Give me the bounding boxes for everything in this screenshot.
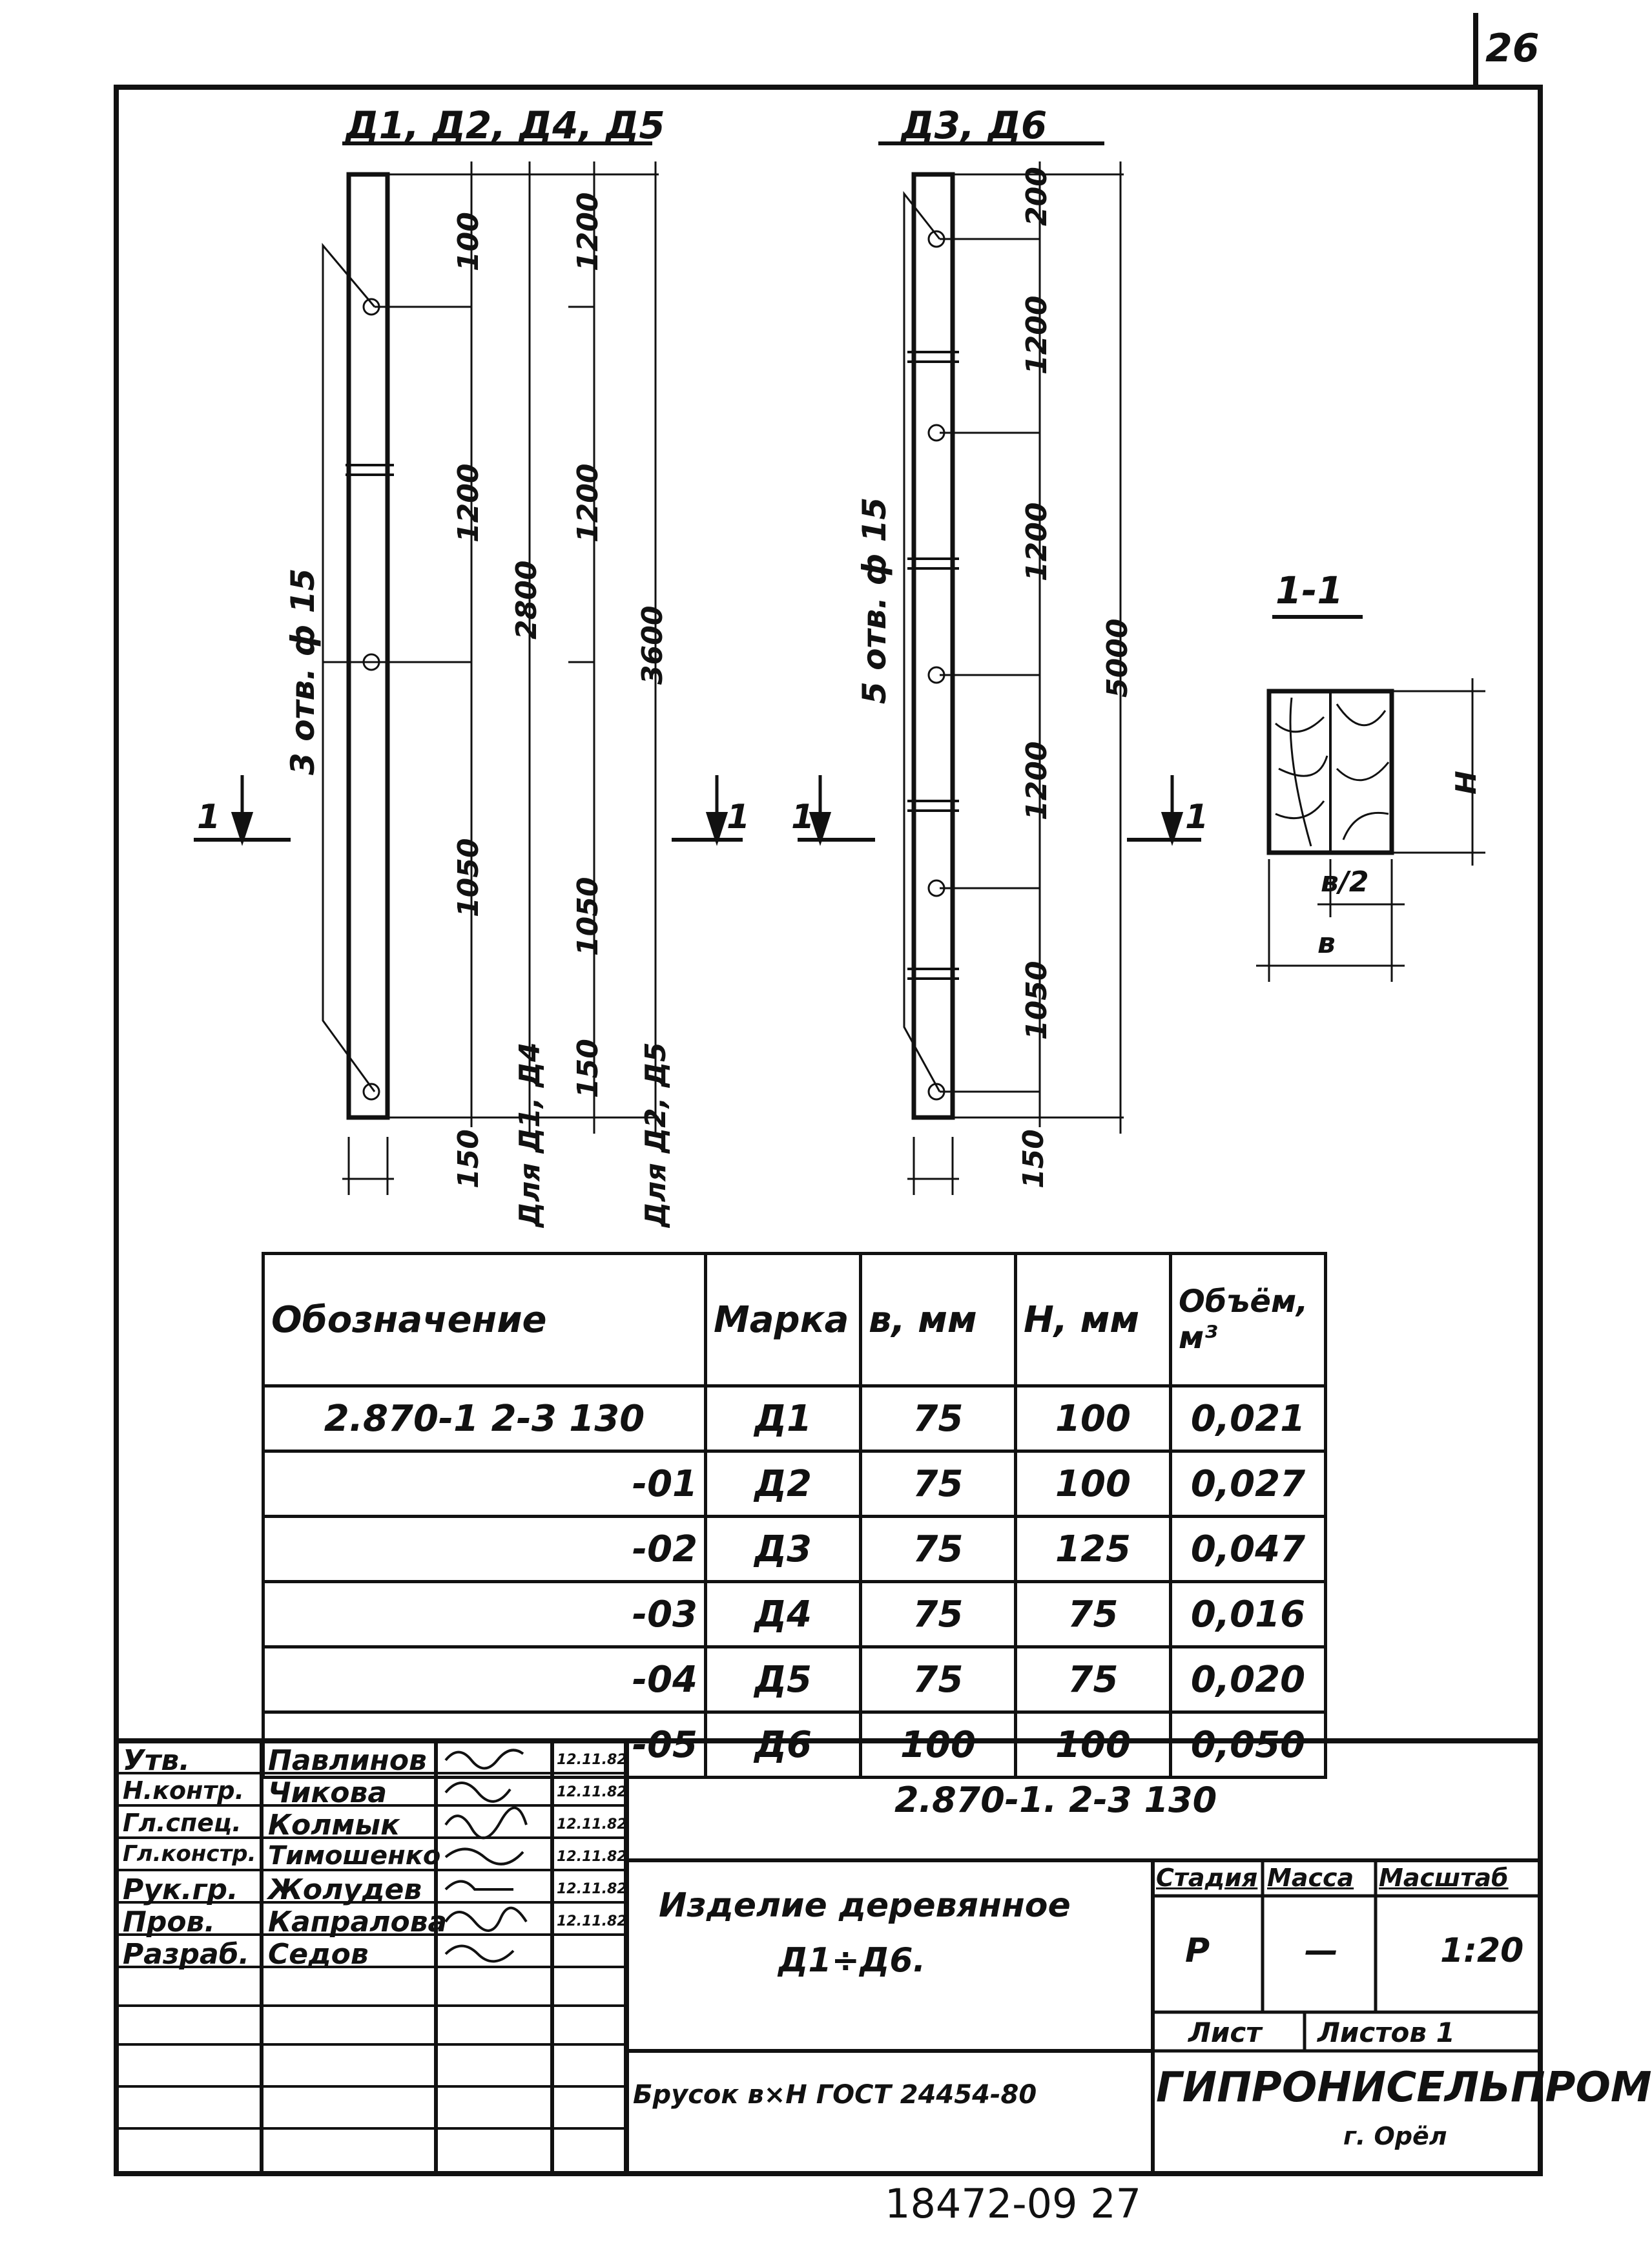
row-h: 100: [1016, 1451, 1171, 1517]
row-b: 75: [861, 1451, 1016, 1517]
right-dim-5: 1050: [1020, 961, 1053, 1040]
material-spec: Брусок в×Н ГОСТ 24454-80: [633, 2080, 1037, 2110]
row-h: 75: [1016, 1582, 1171, 1647]
section-width-label: в: [1317, 927, 1336, 960]
row-designation: -04: [263, 1647, 706, 1712]
stage-header: Стадия: [1156, 1864, 1258, 1892]
staff-role-1: Утв.: [123, 1744, 190, 1777]
row-volume: 0,021: [1171, 1386, 1326, 1451]
left-holes-note: 3 отв. ф 15: [284, 568, 322, 775]
row-mark: Д3: [706, 1517, 861, 1582]
row-b: 75: [861, 1386, 1016, 1451]
row-mark: Д2: [706, 1451, 861, 1517]
scale-header: Масштаб: [1379, 1864, 1509, 1892]
staff-date-3: 12.11.82: [557, 1816, 627, 1833]
right-dim-3: 1200: [1020, 502, 1053, 581]
row-mark: Д5: [706, 1647, 861, 1712]
right-dim-4: 1200: [1020, 741, 1053, 820]
header-b: в, мм: [861, 1254, 1016, 1386]
left-bottom-note-2: Для Д2, Д5: [639, 1042, 672, 1227]
left-dim-c-3: 3600: [636, 605, 669, 685]
header-mark: Марка: [706, 1254, 861, 1386]
item-name-line1: Изделие деревянное: [659, 1886, 1071, 1925]
row-designation: -03: [263, 1582, 706, 1647]
row-designation: -02: [263, 1517, 706, 1582]
row-h: 75: [1016, 1647, 1171, 1712]
staff-name-2: Чикова: [268, 1776, 387, 1809]
row-b: 100: [861, 1712, 1016, 1778]
left-dim-c-1: 1200: [572, 192, 604, 271]
mass-value: —: [1305, 1931, 1338, 1970]
left-dim-c-2: 1200: [572, 463, 604, 543]
staff-name-6: Капралова: [268, 1906, 448, 1939]
cut-label-left-a: 1: [197, 798, 221, 837]
cut-label-right-a: 1: [791, 798, 815, 837]
staff-role-6: Пров.: [123, 1906, 216, 1939]
row-designation: 2.870-1 2-3 130: [263, 1386, 706, 1451]
staff-name-5: Жолудев: [268, 1873, 422, 1906]
organization-name: ГИПРОНИСЕЛЬПРОМ: [1156, 2064, 1652, 2112]
item-name-line2: Д1÷Д6.: [778, 1941, 926, 1980]
left-dim-b-2: 1050: [572, 877, 604, 956]
staff-name-1: Павлинов: [268, 1744, 427, 1777]
staff-role-3: Гл.спец.: [123, 1809, 242, 1837]
row-b: 75: [861, 1647, 1016, 1712]
sheet-label: Лист: [1188, 2017, 1262, 2048]
stage-value: Р: [1185, 1931, 1210, 1970]
row-volume: 0,020: [1171, 1647, 1326, 1712]
organization-city: г. Орёл: [1343, 2122, 1447, 2150]
header-h: Н, мм: [1016, 1254, 1171, 1386]
row-designation: -05: [263, 1712, 706, 1778]
header-volume: Объём, м³: [1171, 1254, 1326, 1386]
left-dim-a-2: 1200: [452, 463, 485, 543]
row-volume: 0,027: [1171, 1451, 1326, 1517]
right-bottom-150: 150: [1017, 1129, 1050, 1189]
left-view-title: Д1, Д2, Д4, Д5: [346, 103, 665, 147]
cut-label-right-b: 1: [1185, 798, 1209, 837]
right-overall-dim: 5000: [1101, 618, 1134, 698]
row-mark: Д4: [706, 1582, 861, 1647]
staff-date-1: 12.11.82: [557, 1752, 627, 1768]
row-designation: -01: [263, 1451, 706, 1517]
staff-role-2: Н.контр.: [123, 1776, 245, 1805]
row-h: 100: [1016, 1712, 1171, 1778]
row-volume: 0,047: [1171, 1517, 1326, 1582]
row-b: 75: [861, 1517, 1016, 1582]
row-b: 75: [861, 1582, 1016, 1647]
right-dim-1: 200: [1020, 167, 1053, 226]
staff-date-5: 12.11.82: [557, 1881, 627, 1897]
archive-number: 18472-09 27: [885, 2180, 1142, 2227]
row-volume: 0,050: [1171, 1712, 1326, 1778]
page-number: 26: [1485, 26, 1540, 71]
left-dim-b-1: 2800: [510, 560, 543, 639]
staff-role-7: Разраб.: [123, 1938, 250, 1971]
header-designation: Обозначение: [263, 1254, 706, 1386]
right-dim-2: 1200: [1020, 295, 1053, 375]
staff-date-4: 12.11.82: [557, 1849, 627, 1865]
row-h: 100: [1016, 1386, 1171, 1451]
staff-role-5: Рук.гр.: [123, 1873, 238, 1906]
cut-label-left-b: 1: [727, 798, 750, 837]
left-dim-a-3: 1050: [452, 838, 485, 917]
staff-date-6: 12.11.82: [557, 1913, 627, 1929]
scale-value: 1:20: [1440, 1931, 1524, 1970]
section-title: 1-1: [1275, 568, 1343, 612]
staff-date-2: 12.11.82: [557, 1784, 627, 1800]
row-mark: Д6: [706, 1712, 861, 1778]
mass-header: Масса: [1267, 1864, 1354, 1892]
right-holes-note: 5 отв. ф 15: [856, 497, 893, 704]
row-h: 125: [1016, 1517, 1171, 1582]
left-bottom-note-1: Для Д1, Д4: [513, 1042, 546, 1227]
staff-name-7: Седов: [268, 1938, 369, 1971]
document-code: 2.870-1. 2-3 130: [894, 1780, 1217, 1820]
staff-role-4: Гл.констр.: [123, 1841, 256, 1867]
right-view-title: Д3, Д6: [901, 103, 1048, 147]
row-mark: Д1: [706, 1386, 861, 1451]
sheets-label: Листов 1: [1317, 2017, 1455, 2048]
left-dim-b-3: 150: [572, 1039, 604, 1098]
left-dim-a-1: 100: [452, 212, 485, 271]
staff-name-3: Колмык: [268, 1809, 400, 1842]
section-height-label: H: [1450, 771, 1483, 795]
row-volume: 0,016: [1171, 1582, 1326, 1647]
left-bottom-150: 150: [452, 1129, 485, 1189]
staff-name-4: Тимошенко: [268, 1841, 441, 1871]
section-half-width-label: в/2: [1321, 866, 1369, 899]
